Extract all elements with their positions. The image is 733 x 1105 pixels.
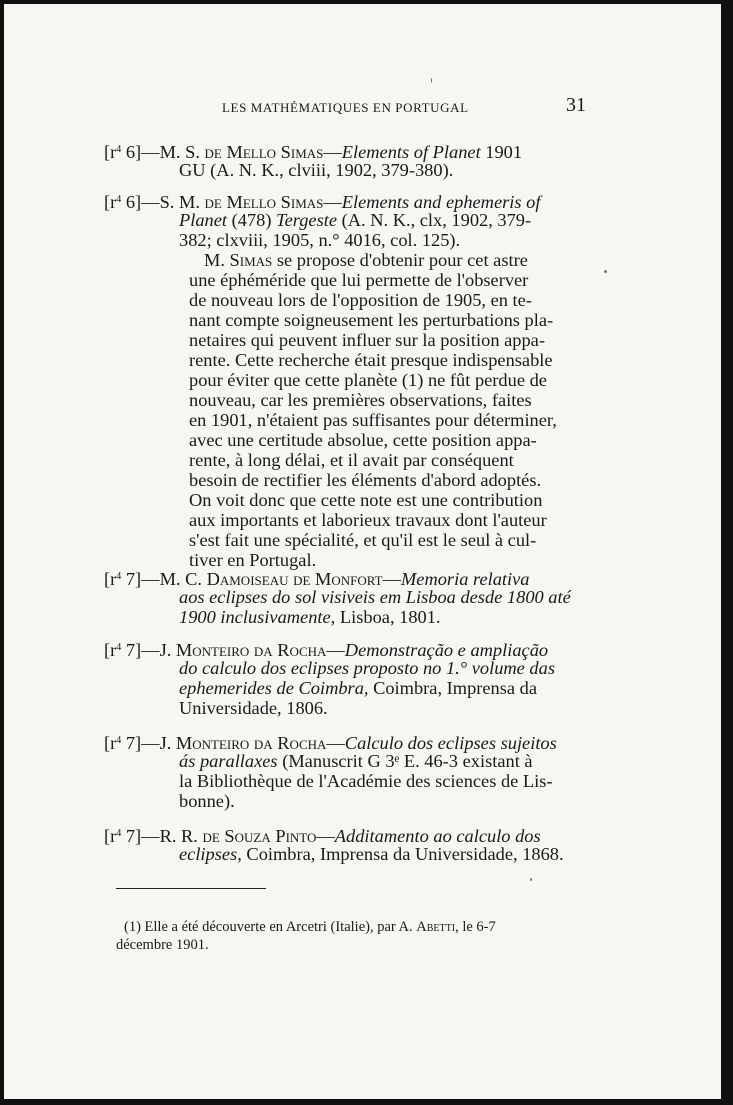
work-title: Memoria relativa (400, 569, 530, 589)
entry-line: GU (A. N. K., clviii, 1902, 379-380). (179, 160, 454, 180)
entry-line: M. Simas se propose d'obtenir pour cet astre (204, 250, 528, 270)
entry-line: besoin de rectifier les éléments d'abord adoptés. (189, 470, 542, 490)
entry-line: netaires qui peuvent influer sur la position appa- (189, 330, 545, 350)
author-name: Monteiro da Rocha (175, 733, 327, 753)
work-title: Demonstração e ampliação (344, 640, 549, 660)
bibliography-entry (104, 567, 592, 627)
running-title: LES MATHÉMATIQUES EN PORTUGAL (222, 100, 469, 115)
footnote-author: Abetti (416, 919, 456, 935)
entry-line: la Bibliothèque de l'Académie des sciences de Lis- (179, 771, 553, 791)
entry-code: [$r^4$ 6] (104, 192, 142, 212)
entry-line: eclipses, Coimbra, Imprensa da Universidade, 1868. (179, 844, 564, 864)
page-number: 31 (566, 94, 586, 116)
entry-line: do calculo dos eclipses proposto no 1.° volume das (179, 658, 555, 678)
entry-line: 382; clxviii, 1905, n.° 4016, col. 125). (179, 230, 461, 250)
entry-line: aux importants et laborieux travaux dont l'auteur (189, 510, 547, 530)
entry-line: On voit donc que cette note est une contribution (189, 490, 543, 510)
entry-line: avec une certitude absolue, cette position appa- (189, 430, 537, 450)
entry-line: [$r^4$ 6]—S. M. de Mello Simas—Elements and ephemeris of (104, 192, 541, 212)
entry-line: [$r^4$ 7]—M. C. Damoiseau de Monfort—Memoria relativa (104, 569, 530, 589)
entry-line: [$r^4$ 7]—R. R. de Souza Pinto—Additamento ao calculo dos (104, 826, 541, 846)
entry-line: en 1901, n'étaient pas suffisantes pour déterminer, (189, 410, 557, 430)
author-name: de Souza Pinto (202, 826, 317, 846)
bibliography-entry (104, 638, 592, 718)
bibliography-entry (104, 824, 592, 864)
work-title: Additamento ao calculo dos (334, 826, 541, 846)
scan-speck (530, 878, 532, 881)
scan-speck (604, 270, 607, 273)
entry-code: [$r^4$ 7] (104, 733, 142, 753)
running-head (214, 94, 594, 118)
entry-line: nant compte soigneusement les perturbations pla- (189, 310, 554, 330)
entry-line: rente, à long délai, et il avait par conséquent (189, 450, 514, 470)
footnote-rule (116, 888, 266, 889)
entry-code: [$r^4$ 7] (104, 569, 142, 589)
footnote-line: décembre 1901. (116, 937, 209, 953)
entry-line: de nouveau lors de l'opposition de 1905, en te- (189, 290, 532, 310)
work-title: Elements of Planet (341, 142, 481, 162)
entry-line: [$r^4$ 7]—J. Monteiro da Rocha—Demonstração e ampliação (104, 640, 549, 660)
entry-line: aos eclipses do sol visiveis em Lisboa desde 1800 até (179, 587, 571, 607)
bibliography-entry (104, 140, 592, 180)
scan-speck (431, 78, 432, 83)
entry-line: ephemerides de Coimbra, Coimbra, Imprensa da (179, 678, 538, 698)
bibliography-entry (104, 190, 592, 570)
bibliography-entry (104, 731, 592, 811)
author-name: de Mello Simas (204, 142, 324, 162)
entry-line: ás parallaxes (Manuscrit G 3ᵉ E. 46-3 existant à (179, 751, 533, 771)
work-title: Calculo dos eclipses sujeitos (344, 733, 557, 753)
entry-line: s'est fait une spécialité, et qu'il est le seul à cul- (189, 530, 537, 550)
page-content (4, 4, 721, 1099)
entry-code: [$r^4$ 7] (104, 826, 142, 846)
entry-line: rente. Cette recherche était presque indispensable (189, 350, 553, 370)
document-page (4, 4, 721, 1099)
author-name: Monteiro da Rocha (175, 640, 327, 660)
work-title: Elements and ephemeris of (341, 192, 541, 212)
author-name: Damoiseau de Monfort (206, 569, 383, 589)
entry-line: bonne). (179, 791, 235, 811)
entry-line: tiver en Portugal. (189, 550, 317, 570)
entry-line: [$r^4$ 7]—J. Monteiro da Rocha—Calculo dos eclipses sujeitos (104, 733, 557, 753)
entry-code: [$r^4$ 7] (104, 640, 142, 660)
entry-line: Planet (478) Tergeste (A. N. K., clx, 1902, 379- (179, 210, 532, 230)
footnote-line: (1) Elle a été découverte en Arcetri (Italie), par A. Abetti, le 6-7 (124, 919, 496, 935)
entry-line: une éphéméride que lui permette de l'observer (189, 270, 529, 290)
footnote (116, 918, 592, 954)
entry-code: [$r^4$ 6] (104, 142, 142, 162)
entry-line: [$r^4$ 6]—M. S. de Mello Simas—Elements of Planet 1901 (104, 142, 523, 162)
entry-line: nouveau, car les premières observations, faites (189, 390, 532, 410)
entry-line: 1900 inclusivamente, Lisboa, 1801. (179, 607, 441, 627)
entry-line: pour éviter que cette planète (1) ne fût perdue de (189, 370, 547, 390)
author-name: de Mello Simas (204, 192, 324, 212)
entry-line: Universidade, 1806. (179, 698, 328, 718)
